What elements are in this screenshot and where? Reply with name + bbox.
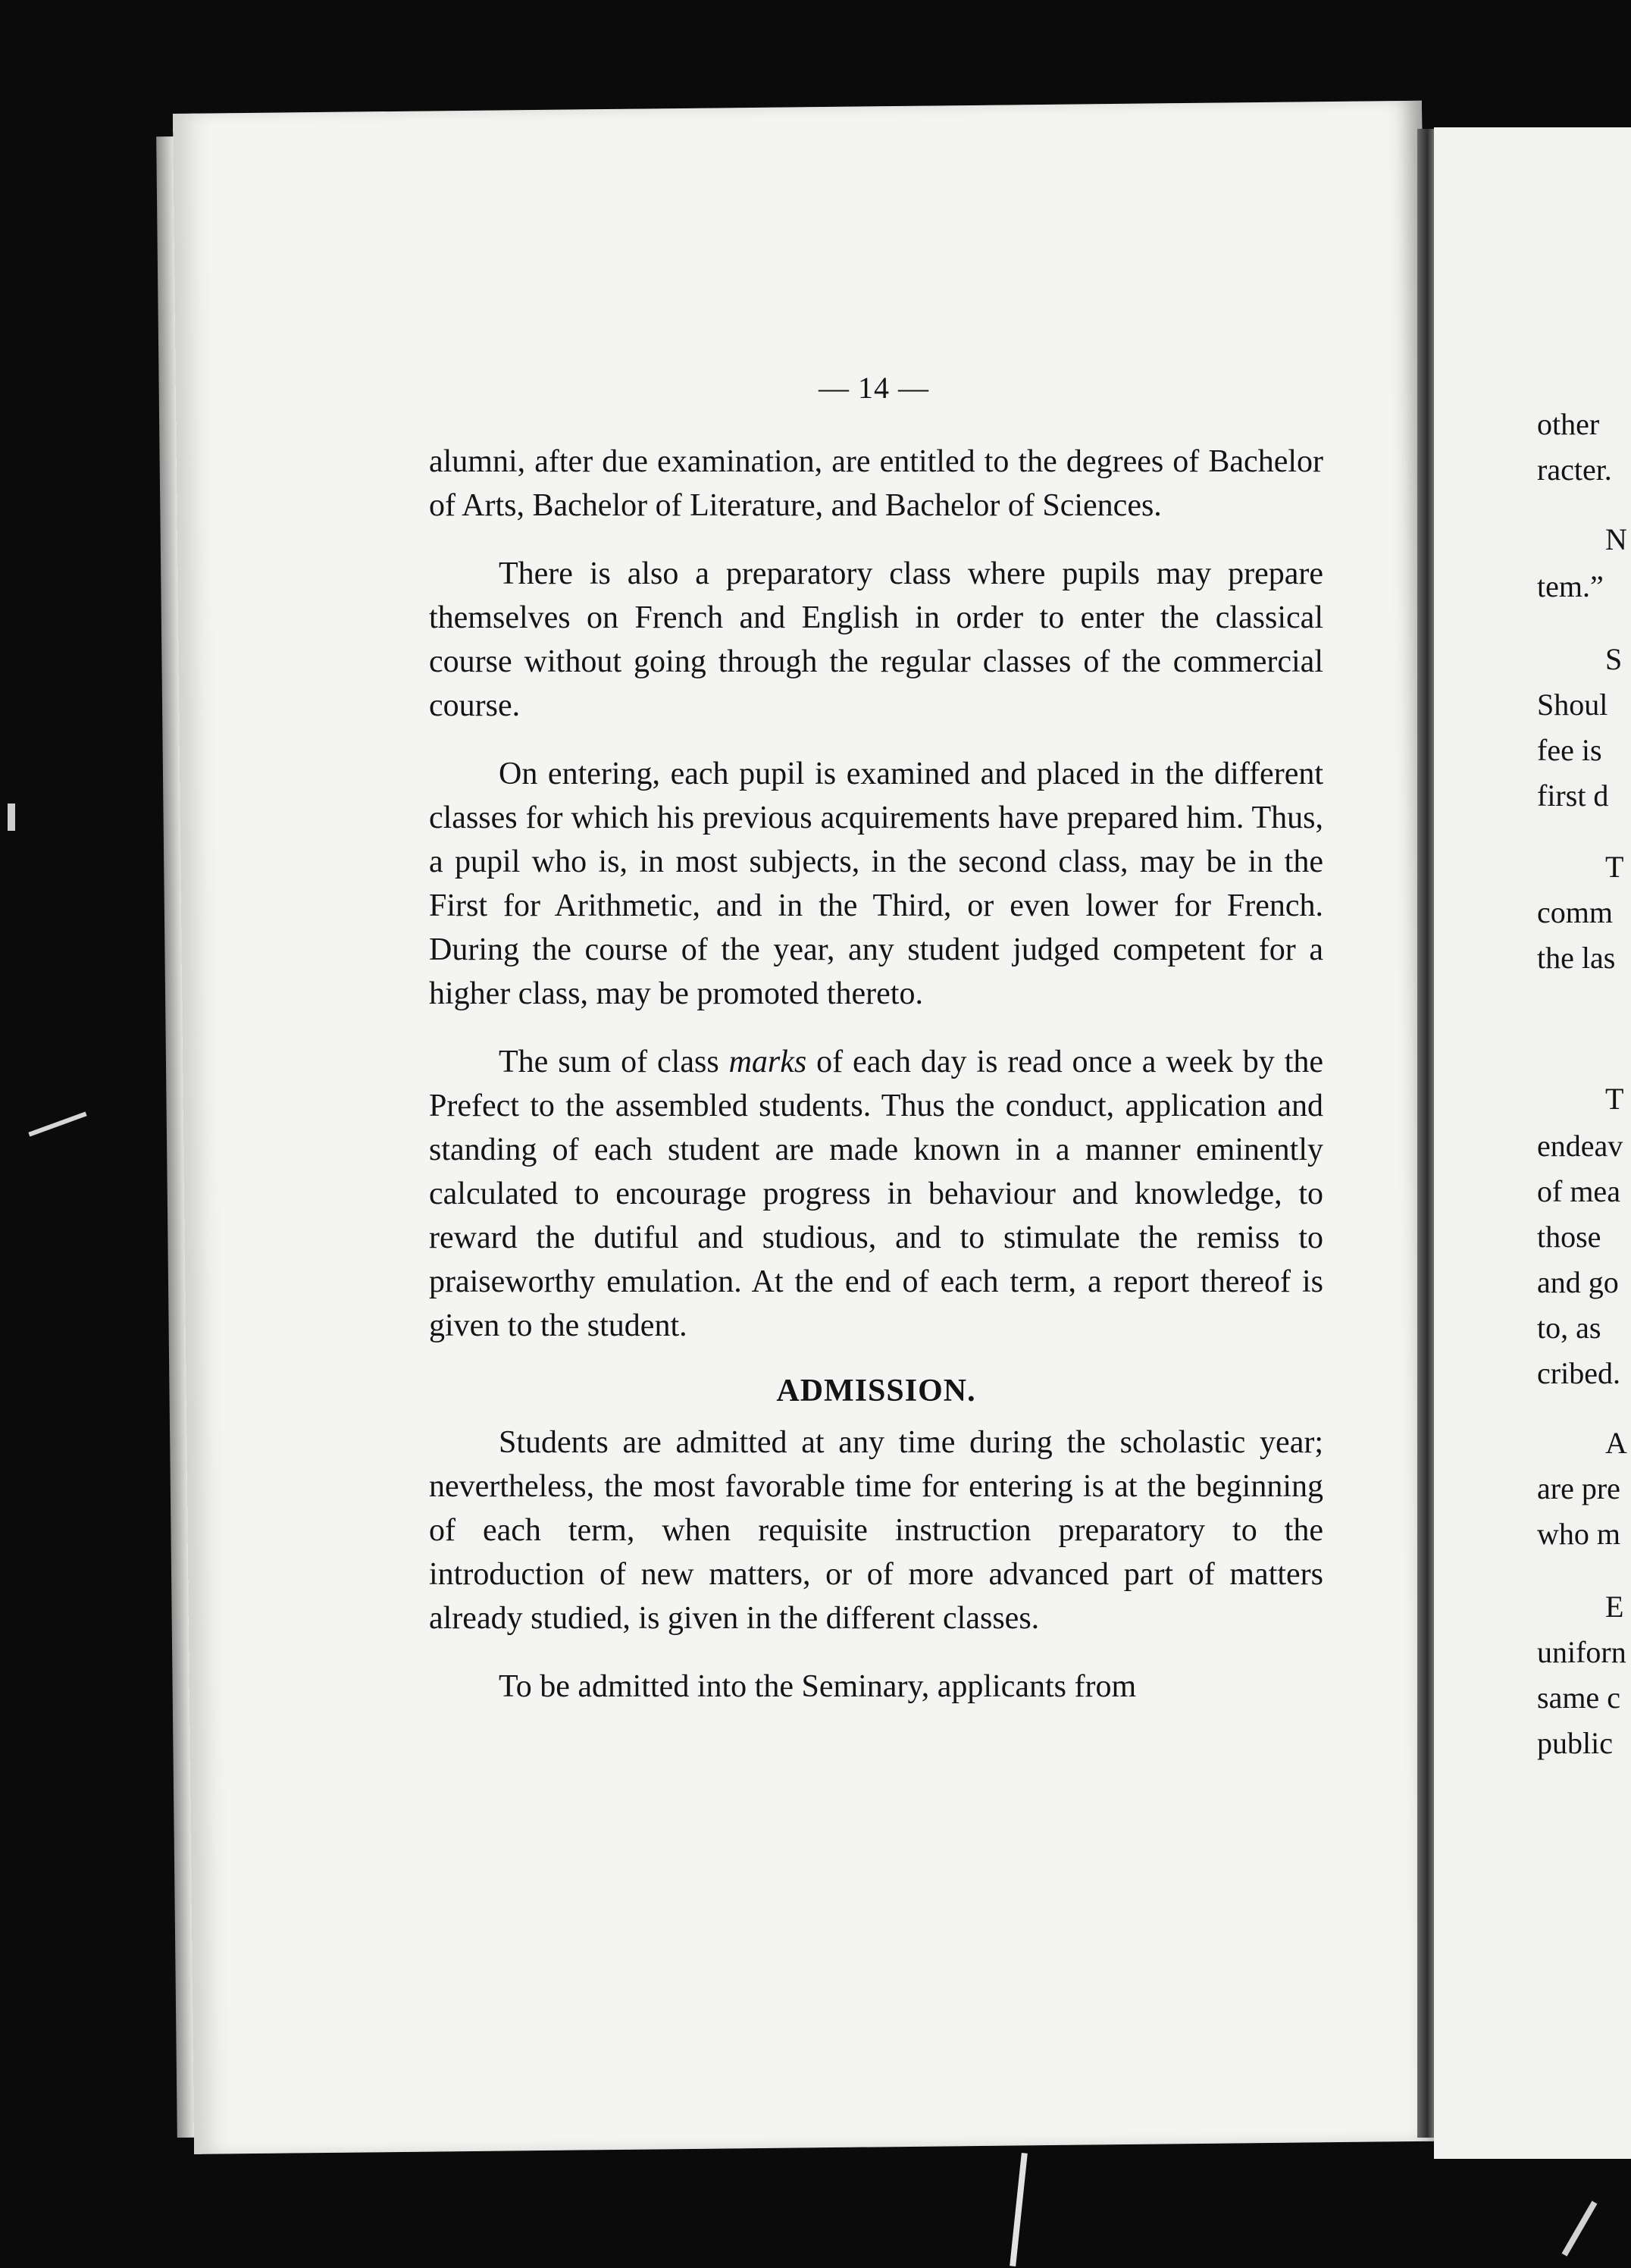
paragraph-degrees: alumni, after due examination, are entitled to the degrees of Bachelor of Arts, Bachelor of Literature, and Bachelor of Sciences.: [429, 444, 1323, 523]
right-fragment: racter.: [1537, 453, 1612, 487]
right-fragment: A: [1605, 1426, 1627, 1460]
right-fragment: N: [1605, 522, 1627, 556]
right-fragment: tem.”: [1537, 569, 1604, 603]
right-fragment: fee is: [1537, 733, 1602, 767]
right-fragment: of mea: [1537, 1174, 1620, 1208]
marks-text-italic: marks: [728, 1045, 807, 1079]
paragraph-admission-time: Students are admitted at any time during the scholastic year; nevertheless, the most favorable time for entering is at the beginning of each term, when requisite instruction preparatory to the introduction of new matters, or of more advanced part of matters already studied, is given in the different classes.: [429, 1425, 1323, 1636]
right-fragment: endeav: [1537, 1129, 1623, 1163]
paragraph-admission-applicants: To be admitted into the Seminary, applicants from: [499, 1669, 1137, 1704]
right-fragment: uniforn: [1537, 1635, 1626, 1669]
scan-mark: [8, 804, 15, 831]
section-heading-admission: ADMISSION.: [776, 1374, 976, 1408]
right-fragment: cribed.: [1537, 1356, 1620, 1390]
right-fragment: are pre: [1537, 1471, 1620, 1505]
right-fragment: E: [1605, 1590, 1624, 1624]
paragraph-on-entering: On entering, each pupil is examined and placed in the different classes for which his previous acquirements have prepared him. Thus, a pupil who is, in most subjects, in the second class, may be in the First for Arithmetic, and in the Third, or even lower for French. During the course of the year, any student judged competent for a higher class, may be promoted thereto.: [429, 757, 1323, 1011]
right-fragment: other: [1537, 407, 1600, 441]
paragraph-preparatory-class: There is also a preparatory class where pupils may prepare themselves on French and English in order to enter the classical course without going through the regular classes of the commercial course.: [429, 556, 1323, 723]
right-fragment: comm: [1537, 895, 1613, 929]
right-fragment: the las: [1537, 941, 1616, 975]
scan-mark: [1010, 2153, 1028, 2266]
right-fragment: and go: [1537, 1265, 1619, 1299]
left-page-text: [429, 440, 1323, 1709]
marks-text-before: The sum of class: [499, 1045, 729, 1079]
right-fragment: those: [1537, 1220, 1601, 1254]
scan-mark: [1562, 2201, 1598, 2256]
right-fragment: T: [1605, 1082, 1624, 1116]
right-fragment: public: [1537, 1726, 1613, 1760]
marks-text-after: of each day is read once a week by the Prefect to the assembled students. Thus the conduct, application and standing of each student are made known in a manner eminently calculated to encourage progress in behaviour and knowledge, to reward the dutiful and studious, and to stimulate the remiss to praiseworthy emulation. At the end of each term, a report thereof is given to the student.: [429, 1045, 1323, 1343]
paragraph-class-marks: [429, 1040, 1323, 1348]
right-fragment: same c: [1537, 1681, 1620, 1715]
right-fragment: first d: [1537, 778, 1609, 813]
scan-mark: [28, 1112, 86, 1137]
right-fragment: who m: [1537, 1517, 1620, 1551]
right-fragment: T: [1605, 850, 1624, 884]
page-number: — 14 —: [819, 371, 929, 405]
right-fragment: S: [1605, 642, 1623, 676]
right-fragment: to, as: [1537, 1311, 1601, 1345]
right-fragment: Shoul: [1537, 688, 1608, 722]
